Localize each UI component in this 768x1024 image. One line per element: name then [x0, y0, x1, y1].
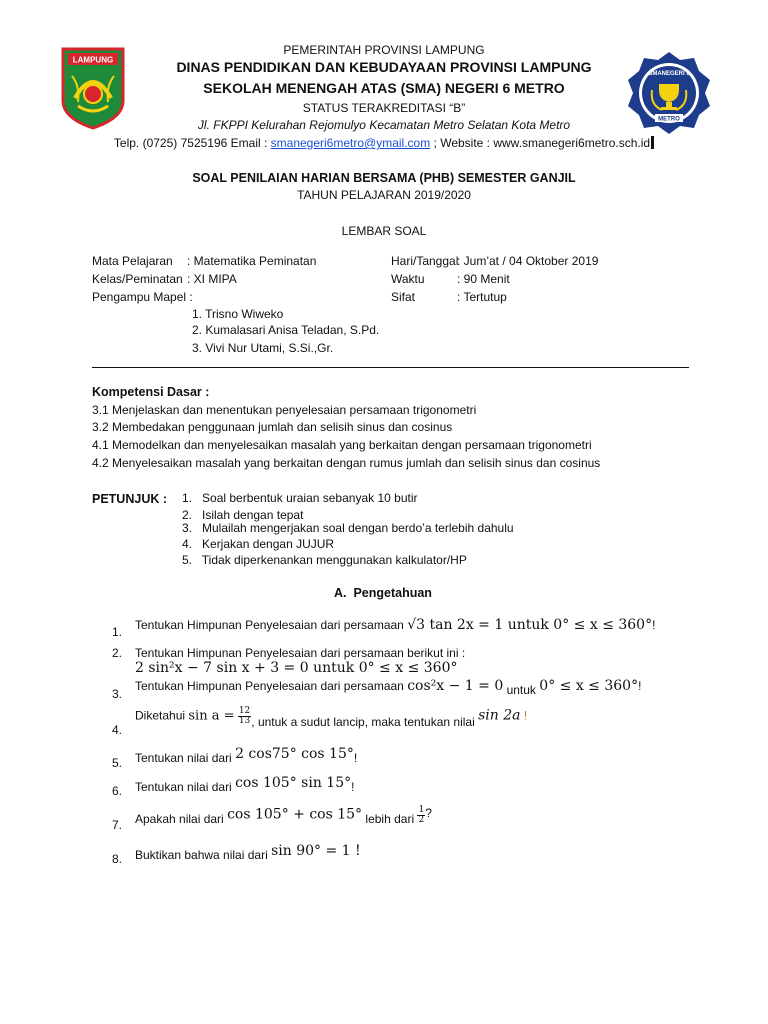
question-math-2: 0° ≤ x ≤ 360° [539, 678, 639, 694]
email-link[interactable]: smanegeri6metro@ymail.com [270, 136, 431, 150]
fraction-denominator: 2 [418, 815, 425, 825]
fraction [238, 707, 251, 726]
question-math-2: sin 2a [478, 707, 521, 724]
question-number: 4. [112, 723, 123, 737]
kompetensi-heading: Kompetensi Dasar : [92, 385, 210, 399]
petunjuk-item: 2. Isilah dengan tepat [182, 508, 304, 522]
question-number: 7. [112, 818, 123, 832]
exam-year: TAHUN PELAJARAN 2019/2020 [297, 188, 471, 202]
pengampu-label: Pengampu Mapel : [92, 290, 193, 304]
teacher-3: 3. Vivi Nur Utami, S.Si.,Gr. [192, 341, 334, 355]
teacher-2: 2. Kumalasari Anisa Teladan, S.Pd. [192, 323, 380, 337]
divider-line [92, 367, 689, 368]
question-mid: untuk [506, 683, 536, 697]
sifat-label: Sifat [391, 290, 416, 304]
kompetensi-item: 3.1 Menjelaskan dan menentukan penyelesaian persamaan trigonometri [92, 403, 477, 417]
contact-phone: Telp. (0725) 7525196 Email : [113, 136, 271, 150]
header-department: DINAS PENDIDIKAN DAN KEBUDAYAAN PROVINSI LAMPUNG [176, 59, 592, 75]
question-text: Tentukan nilai dari [135, 751, 232, 765]
petunjuk-item: 1. Soal berbentuk uraian sebanyak 10 butir [182, 491, 418, 505]
question-math: 2 cos75° cos 15° [235, 746, 354, 762]
header-address: Jl. FKPPI Kelurahan Rejomulyo Kecamatan Metro Selatan Kota Metro [197, 118, 571, 132]
sifat-value: : Tertutup [457, 290, 507, 304]
question-end: ! [523, 708, 528, 723]
fraction-numerator: 1 [418, 805, 425, 815]
question-end: ? [425, 805, 432, 820]
petunjuk-item: 3. Mulailah mengerjakan soal dengan berdo’a terlebih dahulu [182, 521, 514, 535]
sheet-title: LEMBAR SOAL [341, 224, 427, 238]
kelas-value: : XI MIPA [187, 272, 237, 286]
question-number: 6. [112, 784, 123, 798]
question-math: cos²x − 1 = 0 [407, 678, 504, 694]
question-text: Diketahui [135, 708, 186, 723]
question-7 [135, 806, 432, 825]
question-text: Tentukan Himpunan Penyelesaian dari persamaan [135, 679, 404, 693]
question-number: 8. [112, 852, 123, 866]
question-math: cos 105° + cos 15° [227, 806, 363, 823]
hari-label: Hari/Tanggal [391, 254, 459, 268]
petunjuk-item: 5. Tidak diperkenankan menggunakan kalkulator/HP [182, 553, 467, 567]
petunjuk-heading: PETUNJUK : [92, 492, 168, 506]
mapel-label: Mata Pelajaran [92, 254, 173, 268]
petunjuk-item: 4. Kerjakan dengan JUJUR [182, 537, 335, 551]
question-number: 2. [112, 646, 123, 660]
waktu-label: Waktu [391, 272, 425, 286]
question-end: ! [353, 751, 358, 765]
question-math: sin a = [188, 708, 235, 724]
question-end: ! [351, 780, 355, 794]
waktu-value: : 90 Menit [457, 272, 510, 286]
school-logo-bottom-text: METRO [658, 116, 680, 123]
question-mid: , untuk a sudut lancip, maka tentukan nilai [251, 714, 475, 729]
lampung-logo-text: LAMPUNG [72, 55, 114, 65]
question-number: 5. [112, 756, 123, 770]
school-logo-top-text: SMANEGERI 6 [648, 71, 690, 77]
question-8 [135, 843, 361, 862]
question-1 [135, 617, 655, 633]
question-text: Buktikan bahwa nilai dari [135, 848, 268, 862]
fraction-numerator: 12 [238, 706, 251, 716]
question-number: 1. [112, 625, 123, 639]
mapel-value: : Matematika Peminatan [187, 254, 317, 268]
exam-title: SOAL PENILAIAN HARIAN BERSAMA (PHB) SEMESTER GANJIL [192, 171, 576, 185]
question-mid: lebih dari [365, 811, 415, 826]
question-end: ! [652, 618, 656, 632]
teacher-1: 1. Trisno Wiweko [192, 307, 284, 321]
header-government: PEMERINTAH PROVINSI LAMPUNG [283, 43, 485, 57]
question-number: 3. [112, 687, 123, 701]
question-4 [135, 706, 528, 729]
question-math: 2 sin²x − 7 sin x + 3 = 0 untuk 0° ≤ x ≤ 360° [135, 660, 458, 676]
question-text: Tentukan Himpunan Penyelesaian dari persamaan [135, 618, 404, 632]
question-math: √3 tan 2x = 1 untuk 0° ≤ x ≤ 360° [407, 617, 653, 633]
question-text: Tentukan nilai dari [135, 780, 232, 794]
kelas-label: Kelas/Peminatan [92, 272, 183, 286]
header-accreditation: STATUS TERAKREDITASI “B” [302, 101, 466, 115]
contact-website: ; Website : www.smanegeri6metro.sch.id [430, 136, 651, 150]
question-end: ! [638, 679, 642, 693]
question-5 [135, 746, 358, 765]
question-6 [135, 775, 355, 794]
question-math: cos 105° sin 15° [235, 775, 352, 791]
header-contact [0, 135, 768, 151]
hari-value: : Jum’at / 04 Oktober 2019 [457, 254, 599, 268]
kompetensi-item: 3.2 Membedakan penggunaan jumlah dan selisih sinus dan cosinus [92, 420, 453, 434]
question-text: Tentukan Himpunan Penyelesaian dari persamaan berikut ini : [135, 646, 466, 660]
question-3 [135, 678, 642, 697]
text-cursor [651, 136, 654, 149]
question-text: Apakah nilai dari [135, 811, 224, 826]
fraction-denominator: 13 [238, 716, 251, 726]
header-school-name: SEKOLAH MENENGAH ATAS (SMA) NEGERI 6 METRO [203, 80, 565, 96]
section-title: A. Pengetahuan [334, 586, 432, 600]
kompetensi-item: 4.1 Memodelkan dan menyelesaikan masalah yang berkaitan dengan persamaan trigonometri [92, 438, 592, 452]
question-math: sin 90° = 1 ! [271, 843, 361, 859]
kompetensi-item: 4.2 Menyelesaikan masalah yang berkaitan dengan rumus jumlah dan selisih sinus dan cosinus [92, 456, 601, 470]
